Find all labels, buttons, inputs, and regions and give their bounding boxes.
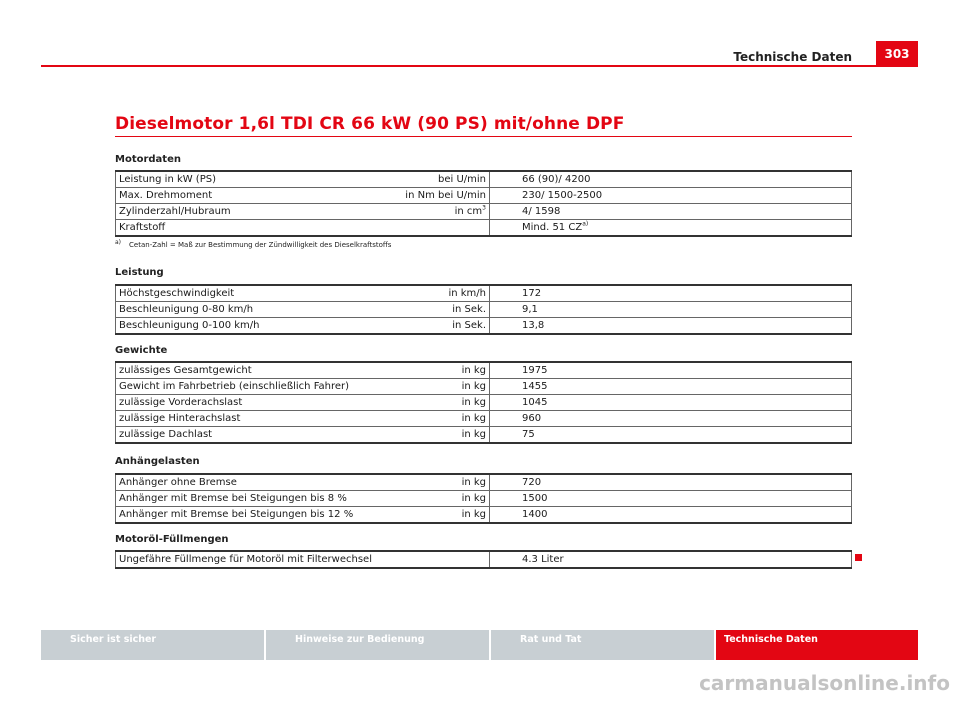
table-row bbox=[116, 362, 852, 379]
table-anhaengelasten bbox=[115, 473, 852, 524]
header-title: Technische Daten bbox=[733, 50, 852, 64]
page-title: Dieselmotor 1,6l TDI CR 66 kW (90 PS) mit/ohne DPF bbox=[115, 114, 625, 134]
footer-tab-rat-und-tat[interactable]: Rat und Tat bbox=[491, 630, 714, 660]
table-motoroel bbox=[115, 550, 852, 569]
footnote-text: Cetan-Zahl = Maß zur Bestimmung der Zündwilligkeit des Dieselkraftstoffs bbox=[129, 241, 392, 249]
row-unit: bei U/min bbox=[377, 171, 490, 188]
row-value: 4/ 1598 bbox=[490, 204, 852, 220]
row-label: Beschleunigung 0-80 km/h bbox=[116, 302, 378, 318]
footnote-marker: a) bbox=[115, 238, 122, 246]
row-value: 1455 bbox=[490, 379, 852, 395]
table-row bbox=[116, 318, 852, 335]
row-unit bbox=[377, 220, 490, 237]
row-label: Anhänger ohne Bremse bbox=[116, 474, 378, 491]
row-label: Beschleunigung 0-100 km/h bbox=[116, 318, 378, 335]
section-title-leistung: Leistung bbox=[115, 267, 164, 278]
watermark: carmanualsonline.info bbox=[699, 671, 950, 695]
table-row bbox=[116, 204, 852, 220]
row-unit bbox=[377, 204, 490, 220]
section-title-anhaengelasten: Anhängelasten bbox=[115, 456, 200, 467]
section-title-motordaten: Motordaten bbox=[115, 154, 181, 165]
row-value: 1400 bbox=[490, 507, 852, 524]
title-rule bbox=[115, 136, 852, 137]
table-row bbox=[116, 395, 852, 411]
footnote-ref[interactable]: a) bbox=[582, 220, 589, 228]
row-unit: in kg bbox=[377, 362, 490, 379]
row-unit: in kg bbox=[377, 474, 490, 491]
row-value: 13,8 bbox=[490, 318, 852, 335]
row-unit: in kg bbox=[377, 411, 490, 427]
row-label: zulässige Vorderachslast bbox=[116, 395, 378, 411]
table-row bbox=[116, 285, 852, 302]
row-label: Gewicht im Fahrbetrieb (einschließlich Fahrer) bbox=[116, 379, 378, 395]
table-row bbox=[116, 427, 852, 444]
row-unit: in Sek. bbox=[377, 302, 490, 318]
row-label: Höchstgeschwindigkeit bbox=[116, 285, 378, 302]
page-number: 303 bbox=[876, 41, 918, 67]
header-rule bbox=[41, 65, 918, 67]
table-row bbox=[116, 507, 852, 524]
table-row bbox=[116, 220, 852, 237]
section-title-gewichte: Gewichte bbox=[115, 345, 168, 356]
section-end-square-icon bbox=[855, 554, 862, 561]
table-row bbox=[116, 188, 852, 204]
table-gewichte bbox=[115, 361, 852, 444]
footer-tab-technische-daten[interactable]: Technische Daten bbox=[716, 630, 918, 660]
unit-text: in cm bbox=[454, 206, 483, 217]
row-unit bbox=[377, 551, 490, 568]
row-value: 230/ 1500-2500 bbox=[490, 188, 852, 204]
table-row bbox=[116, 411, 852, 427]
row-unit: in Sek. bbox=[377, 318, 490, 335]
section-title-motoroel: Motoröl-Füllmengen bbox=[115, 534, 229, 545]
row-value: 172 bbox=[490, 285, 852, 302]
table-motordaten bbox=[115, 170, 852, 237]
row-value: 1500 bbox=[490, 491, 852, 507]
row-value: 960 bbox=[490, 411, 852, 427]
table-row bbox=[116, 302, 852, 318]
table-row bbox=[116, 551, 852, 568]
row-label: zulässiges Gesamtgewicht bbox=[116, 362, 378, 379]
table-row bbox=[116, 474, 852, 491]
row-unit: in kg bbox=[377, 427, 490, 444]
row-label: Zylinderzahl/Hubraum bbox=[116, 204, 378, 220]
row-unit: in kg bbox=[377, 491, 490, 507]
table-row bbox=[116, 491, 852, 507]
footer-tab-sicher[interactable]: Sicher ist sicher bbox=[41, 630, 264, 660]
row-label: zulässige Hinterachslast bbox=[116, 411, 378, 427]
row-value: 9,1 bbox=[490, 302, 852, 318]
row-label: Kraftstoff bbox=[116, 220, 378, 237]
table-leistung bbox=[115, 284, 852, 335]
footer-nav bbox=[41, 630, 918, 660]
row-unit: in kg bbox=[377, 379, 490, 395]
row-value: 66 (90)/ 4200 bbox=[490, 171, 852, 188]
row-unit: in kg bbox=[377, 507, 490, 524]
value-text: Mind. 51 CZ bbox=[522, 222, 583, 233]
row-label: zulässige Dachlast bbox=[116, 427, 378, 444]
row-label: Anhänger mit Bremse bei Steigungen bis 12 % bbox=[116, 507, 378, 524]
footer-tab-bedienung[interactable]: Hinweise zur Bedienung bbox=[266, 630, 489, 660]
row-label: Ungefähre Füllmenge für Motoröl mit Filterwechsel bbox=[116, 551, 378, 568]
row-unit: in kg bbox=[377, 395, 490, 411]
row-value: 4.3 Liter bbox=[490, 551, 852, 568]
row-label: Anhänger mit Bremse bei Steigungen bis 8 % bbox=[116, 491, 378, 507]
row-value bbox=[490, 220, 852, 237]
table-row bbox=[116, 379, 852, 395]
row-value: 720 bbox=[490, 474, 852, 491]
row-label: Leistung in kW (PS) bbox=[116, 171, 378, 188]
row-label: Max. Drehmoment bbox=[116, 188, 378, 204]
row-value: 1045 bbox=[490, 395, 852, 411]
row-unit: in km/h bbox=[377, 285, 490, 302]
row-value: 75 bbox=[490, 427, 852, 444]
row-value: 1975 bbox=[490, 362, 852, 379]
row-unit: in Nm bei U/min bbox=[377, 188, 490, 204]
footnote bbox=[115, 238, 392, 249]
table-row bbox=[116, 171, 852, 188]
unit-superscript: 3 bbox=[482, 204, 486, 212]
